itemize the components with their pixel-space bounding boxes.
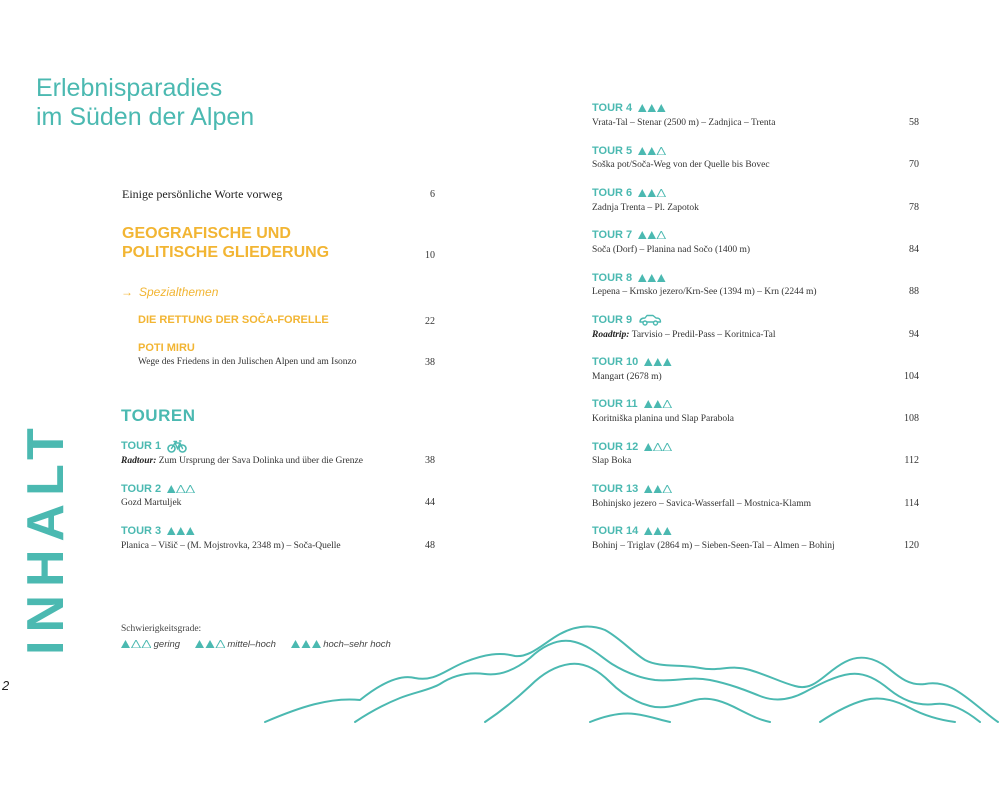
vertical-title: INHALT xyxy=(17,420,75,655)
toc-tour-entry xyxy=(592,524,835,551)
tour-page: 108 xyxy=(904,413,919,425)
tour-page: 38 xyxy=(425,455,435,466)
spezial-item-title: DIE RETTUNG DER SOČA-FORELLE xyxy=(138,314,329,326)
difficulty-mid-icon xyxy=(638,189,666,197)
toc-tour-entry xyxy=(592,143,770,170)
legend-item-low xyxy=(121,639,183,650)
difficulty-high-icon xyxy=(638,274,666,282)
tour-label: TOUR 14 xyxy=(592,525,639,538)
tour-page: 70 xyxy=(909,159,919,171)
tour-route: Gozd Martuljek xyxy=(121,498,182,509)
page-title-line-1: Erlebnisparadies xyxy=(36,74,223,102)
tour-label: TOUR 6 xyxy=(592,186,633,199)
tour-label: TOUR 3 xyxy=(121,524,162,537)
spezial-item-desc: Wege des Friedens in den Julischen Alpen und am Isonzo xyxy=(138,357,357,367)
toc-tour-entry xyxy=(592,439,672,466)
tour-label: TOUR 10 xyxy=(592,356,639,369)
tour-page: 88 xyxy=(909,286,919,298)
difficulty-low-icon xyxy=(121,640,151,648)
difficulty-mid-icon xyxy=(195,640,225,648)
difficulty-low-icon xyxy=(644,443,672,451)
toc-intro-page: 6 xyxy=(430,189,435,200)
legend-text: hoch–sehr hoch xyxy=(323,639,391,650)
legend-text: mittel–hoch xyxy=(227,639,276,650)
page-title xyxy=(36,74,254,132)
tour-description xyxy=(592,456,672,466)
toc-tour-entry xyxy=(121,481,195,508)
tour-page: 78 xyxy=(909,201,919,213)
tour-page: 112 xyxy=(904,455,919,467)
tour-route: Tarvisio – Predil-Pass – Koritnica-Tal xyxy=(629,329,776,340)
tour-route: Slap Boka xyxy=(592,456,632,467)
tour-label: TOUR 13 xyxy=(592,483,639,496)
page-title-line-2: im Süden der Alpen xyxy=(36,103,255,131)
section-heading-line-1: GEOGRAFISCHE UND xyxy=(122,225,291,242)
tour-label: TOUR 7 xyxy=(592,229,633,242)
arrow-right-icon: → xyxy=(121,285,133,299)
tour-label: TOUR 5 xyxy=(592,144,633,157)
spezialthemen-label: Spezialthemen xyxy=(139,285,219,299)
tour-type-prefix: Roadtrip: xyxy=(592,329,630,340)
tour-label: TOUR 8 xyxy=(592,271,633,284)
tour-route: Planica – Višič – (M. Mojstrovka, 2348 m) – Soča-Quelle xyxy=(121,540,341,551)
tour-page: 44 xyxy=(425,497,435,509)
tour-description xyxy=(592,160,770,170)
difficulty-mid-icon xyxy=(638,147,666,155)
car-icon xyxy=(638,314,662,326)
difficulty-mid-icon xyxy=(644,485,672,493)
tour-description xyxy=(592,203,699,213)
tour-description xyxy=(592,541,835,551)
tour-label: TOUR 2 xyxy=(121,482,162,495)
toc-tour-entry xyxy=(592,355,672,382)
toc-tour-entry xyxy=(592,482,811,509)
toc-tour-entry xyxy=(592,186,699,213)
tour-page: 114 xyxy=(904,497,919,509)
tour-label: TOUR 4 xyxy=(592,102,633,115)
tour-description xyxy=(592,287,817,297)
difficulty-high-icon xyxy=(644,527,672,535)
tour-description xyxy=(592,245,750,255)
difficulty-mid-icon xyxy=(644,400,672,408)
tour-description xyxy=(592,118,775,128)
tour-route: Bohinj – Triglav (2864 m) – Sieben-Seen-Tal – Almen – Bohinj xyxy=(592,541,835,551)
toc-tour-entry xyxy=(592,270,817,297)
toc-intro-label: Einige persönliche Worte vorweg xyxy=(122,187,283,201)
section-heading-geografie xyxy=(122,224,329,262)
tour-route: Koritniška planina und Slap Parabola xyxy=(592,414,734,425)
section-page: 10 xyxy=(425,250,435,261)
tour-description xyxy=(592,499,811,509)
legend-text: gering xyxy=(153,639,181,650)
toc-tour-entry xyxy=(121,524,341,551)
tour-route: Bohinjsko jezero – Savica-Wasserfall – Mostnica-Klamm xyxy=(592,498,811,509)
tour-description xyxy=(592,330,775,340)
tour-label: TOUR 11 xyxy=(592,398,638,411)
difficulty-high-icon xyxy=(638,104,666,112)
spezial-item-title: POTI MIRU xyxy=(138,342,195,354)
toc-tour-entry xyxy=(121,439,363,466)
difficulty-low-icon xyxy=(167,485,195,493)
tour-type-prefix: Radtour: xyxy=(121,456,157,466)
tour-description xyxy=(121,456,363,466)
tour-route: Lepena – Krnsko jezero/Krn-See (1394 m) – Krn (2244 m) xyxy=(592,287,817,298)
tour-route: Zum Ursprung der Sava Dolinka und über die Grenze xyxy=(156,456,363,466)
toc-tour-entry xyxy=(592,101,775,128)
tour-page: 120 xyxy=(904,540,919,551)
tour-page: 58 xyxy=(909,117,919,128)
tour-route: Soška pot/Soča-Weg von der Quelle bis Bovec xyxy=(592,160,770,171)
toc-tour-entry xyxy=(592,228,750,255)
tour-page: 48 xyxy=(425,539,435,551)
spezial-item-page: 22 xyxy=(425,316,435,327)
mountain-lines-decoration xyxy=(260,612,1000,724)
tour-label: TOUR 1 xyxy=(121,440,162,453)
tour-label: TOUR 12 xyxy=(592,440,639,453)
difficulty-mid-icon xyxy=(638,231,666,239)
tour-page: 94 xyxy=(909,328,919,340)
bike-icon xyxy=(167,440,187,453)
tour-page: 84 xyxy=(909,243,919,255)
legend-label: Schwierigkeitsgrade: xyxy=(121,624,202,634)
difficulty-high-icon xyxy=(644,358,672,366)
tour-description xyxy=(121,541,341,551)
tour-route: Vrata-Tal – Stenar (2500 m) – Zadnjica – Trenta xyxy=(592,118,776,128)
tour-route: Soča (Dorf) – Planina nad Sočo (1400 m) xyxy=(592,244,751,255)
tour-description xyxy=(121,498,195,508)
tour-description xyxy=(592,414,734,424)
touren-heading: TOUREN xyxy=(121,406,196,425)
tour-description xyxy=(592,372,672,382)
spezial-item-page: 38 xyxy=(425,357,435,368)
tour-page: 104 xyxy=(904,370,919,382)
tour-route: Zadnja Trenta – Pl. Zapotok xyxy=(592,202,699,213)
tour-label: TOUR 9 xyxy=(592,313,633,326)
tour-route: Mangart (2678 m) xyxy=(592,371,662,382)
page-number: 2 xyxy=(2,678,10,693)
section-heading-line-2: POLITISCHE GLIEDERUNG xyxy=(122,244,330,261)
difficulty-high-icon xyxy=(167,527,195,535)
toc-tour-entry xyxy=(592,397,734,424)
toc-tour-entry xyxy=(592,313,775,340)
spezialthemen-heading xyxy=(121,285,218,299)
